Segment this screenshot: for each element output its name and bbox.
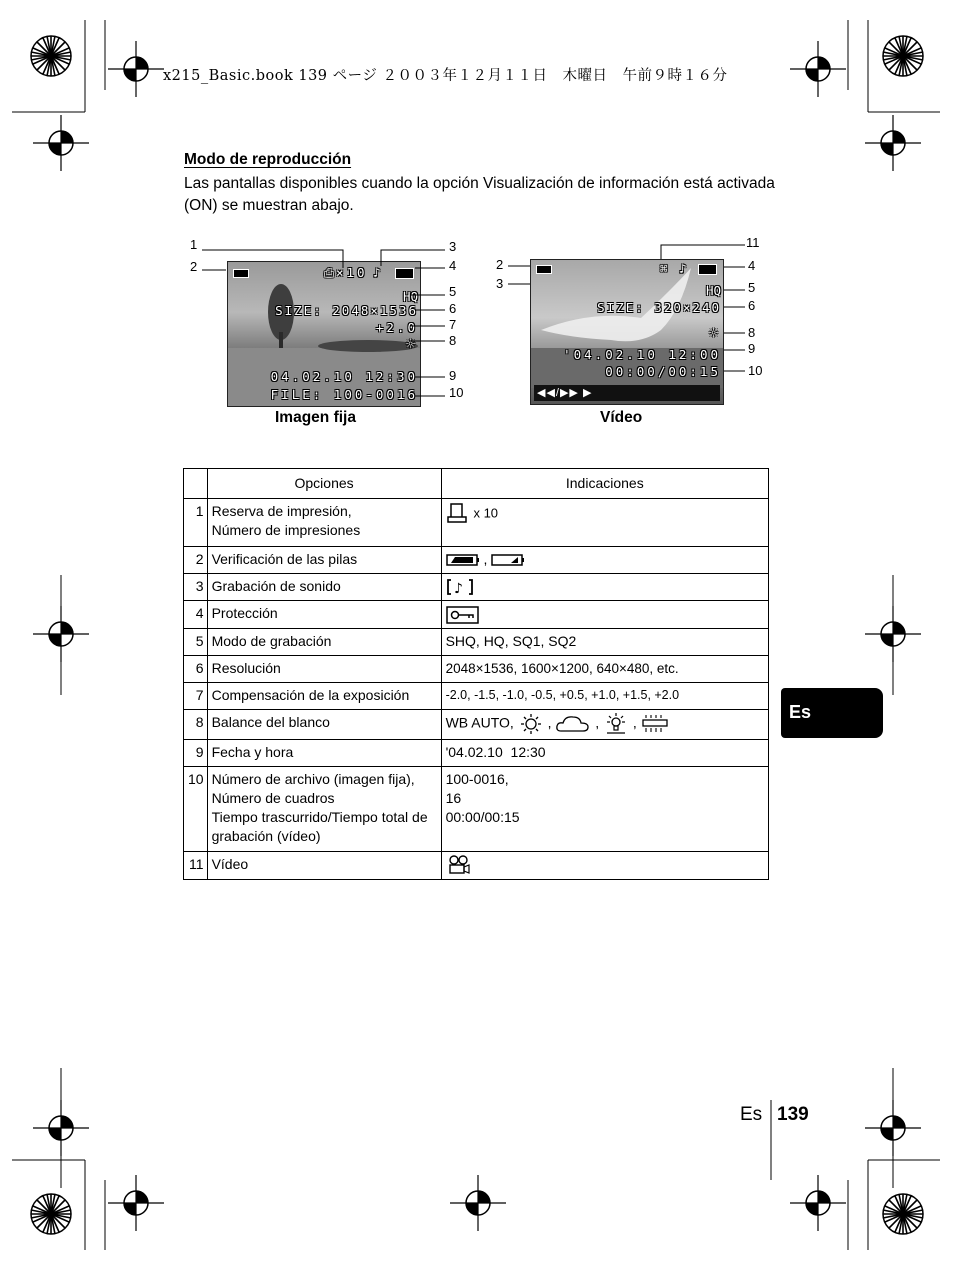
still-callout-5: 5	[449, 284, 457, 299]
row-indication	[441, 574, 768, 601]
table-row	[184, 851, 769, 879]
resolution: SIZE: 2048×1536	[275, 303, 418, 318]
table-row	[184, 682, 769, 709]
row-number: 5	[184, 628, 208, 655]
movie-callout-5: 5	[748, 280, 756, 295]
movie-callout-9: 9	[748, 341, 756, 356]
row-number: 10	[184, 766, 208, 851]
battery-full-icon	[446, 553, 480, 567]
still-caption: Imagen fija	[275, 409, 356, 426]
print-count: ×10	[336, 265, 368, 280]
row-number: 7	[184, 682, 208, 709]
row-indication: -2.0, -1.5, -1.0, -0.5, +0.5, +1.0, +1.5, +2.0	[441, 682, 768, 709]
row-option: Modo de grabación	[207, 628, 441, 655]
row-number: 9	[184, 739, 208, 766]
movie-callout-11: 11	[746, 235, 760, 250]
row-indication: SHQ, HQ, SQ1, SQ2	[441, 628, 768, 655]
record-mode: HQ	[705, 283, 721, 298]
elapsed-time: 00:00/00:15	[605, 364, 721, 379]
movie-camera-icon	[446, 855, 472, 875]
row-indication	[441, 601, 768, 628]
row-number: 11	[184, 851, 208, 879]
protect-key-icon	[446, 606, 480, 624]
row-option: Vídeo	[207, 851, 441, 879]
language-tab: Es	[781, 688, 883, 738]
file-number: FILE: 100-0016	[270, 387, 418, 402]
still-callout-10: 10	[449, 385, 464, 400]
header-indicaciones: Indicaciones	[441, 469, 768, 499]
movie-caption: Vídeo	[600, 409, 643, 426]
row-indication	[441, 851, 768, 879]
still-callout-9: 9	[449, 368, 457, 383]
resolution: SIZE: 320×240	[597, 300, 721, 315]
sound-record-icon	[446, 578, 474, 596]
row-option: Protección	[207, 601, 441, 628]
table-row	[184, 655, 769, 682]
fluorescent-icon	[641, 714, 669, 734]
row-option: Reserva de impresión, Número de impresiones	[207, 499, 441, 547]
table-row	[184, 739, 769, 766]
table-row	[184, 601, 769, 628]
table-row	[184, 499, 769, 547]
row-number: 1	[184, 499, 208, 547]
row-number: 4	[184, 601, 208, 628]
white-balance-sunny-icon: ☼	[708, 324, 718, 342]
movie-callout-3: 3	[496, 276, 504, 291]
table-row	[184, 766, 769, 851]
row-option: Balance del blanco	[207, 709, 441, 739]
row-option: Resolución	[207, 655, 441, 682]
movie-screen	[530, 259, 724, 405]
row-indication: WB AUTO, , , ,	[441, 709, 768, 739]
row-indication: 100-0016, 16 00:00/00:15	[441, 766, 768, 851]
still-callout-8: 8	[449, 333, 457, 348]
movie-callout-2: 2	[496, 257, 504, 272]
row-number: 8	[184, 709, 208, 739]
row-indication	[441, 547, 768, 574]
sound-record-icon: ♪	[373, 265, 381, 280]
movie-icon: ⌘	[660, 261, 668, 276]
options-table	[183, 468, 769, 880]
movie-callout-10: 10	[748, 363, 763, 378]
exposure: +2.0	[375, 320, 418, 335]
seagull-photo	[531, 260, 723, 404]
still-callout-2: 2	[190, 259, 198, 274]
still-callout-4: 4	[449, 258, 457, 273]
date-time: '04.02.10 12:00	[563, 347, 721, 362]
movie-callout-8: 8	[748, 325, 756, 340]
tungsten-icon	[603, 713, 629, 735]
battery-separator: ,	[483, 551, 488, 567]
movie-callout-4: 4	[748, 258, 756, 273]
row-option: Grabación de sonido	[207, 574, 441, 601]
cloudy-icon	[555, 714, 591, 734]
svg-text:♪: ♪	[453, 581, 463, 597]
print-reserve-icon	[446, 502, 470, 524]
movie-callout-6: 6	[748, 298, 756, 313]
footer-lang: Es	[740, 1104, 763, 1125]
section-title: Modo de reproducción	[184, 151, 352, 168]
table-row	[184, 547, 769, 574]
intro-paragraph: Las pantallas disponibles cuando la opción Visualización de información está activada (ON) se muestran abajo.	[184, 175, 775, 214]
table-row	[184, 628, 769, 655]
row-number: 2	[184, 547, 208, 574]
row-option: Fecha y hora	[207, 739, 441, 766]
row-option: Verificación de las pilas	[207, 547, 441, 574]
battery-low-icon	[491, 553, 525, 567]
row-option: Número de archivo (imagen fija), Número de cuadros Tiempo trascurrido/Tiempo total de grabación (vídeo)	[207, 766, 441, 851]
sound-record-icon: ♪	[679, 261, 687, 276]
table-row	[184, 709, 769, 739]
date-time: 04.02.10 12:30	[270, 369, 418, 384]
sunny-icon	[518, 714, 544, 734]
row-number: 6	[184, 655, 208, 682]
white-balance-sunny-icon: ☼	[405, 335, 415, 353]
row-option: Compensación de la exposición	[207, 682, 441, 709]
table-header-row	[184, 469, 769, 499]
row-number: 3	[184, 574, 208, 601]
still-callout-1: 1	[190, 237, 198, 252]
row-indication: '04.02.10 12:30	[441, 739, 768, 766]
wb-auto-text: WB AUTO,	[445, 714, 514, 731]
still-callout-7: 7	[449, 317, 457, 332]
protect-icon	[698, 264, 717, 275]
still-callout-6: 6	[449, 301, 457, 316]
table-row	[184, 574, 769, 601]
header-opciones: Opciones	[207, 469, 441, 499]
row-indication: 2048×1536, 1600×1200, 640×480, etc.	[441, 655, 768, 682]
print-count-text: x 10	[473, 505, 499, 521]
record-mode: HQ	[402, 289, 418, 304]
running-head: x215_Basic.book 139 ページ ２００３年１２月１１日 木曜日 午前９時１６分	[163, 68, 728, 84]
playback-controls: ◀◀/▶▶ ▶	[537, 387, 593, 399]
page-number: 139	[777, 1104, 809, 1125]
row-indication	[441, 499, 768, 547]
battery-icon	[536, 265, 552, 274]
still-callout-3: 3	[449, 239, 457, 254]
playback-control-bar	[534, 385, 720, 401]
print-reserve-icon: ⎙	[324, 265, 338, 280]
